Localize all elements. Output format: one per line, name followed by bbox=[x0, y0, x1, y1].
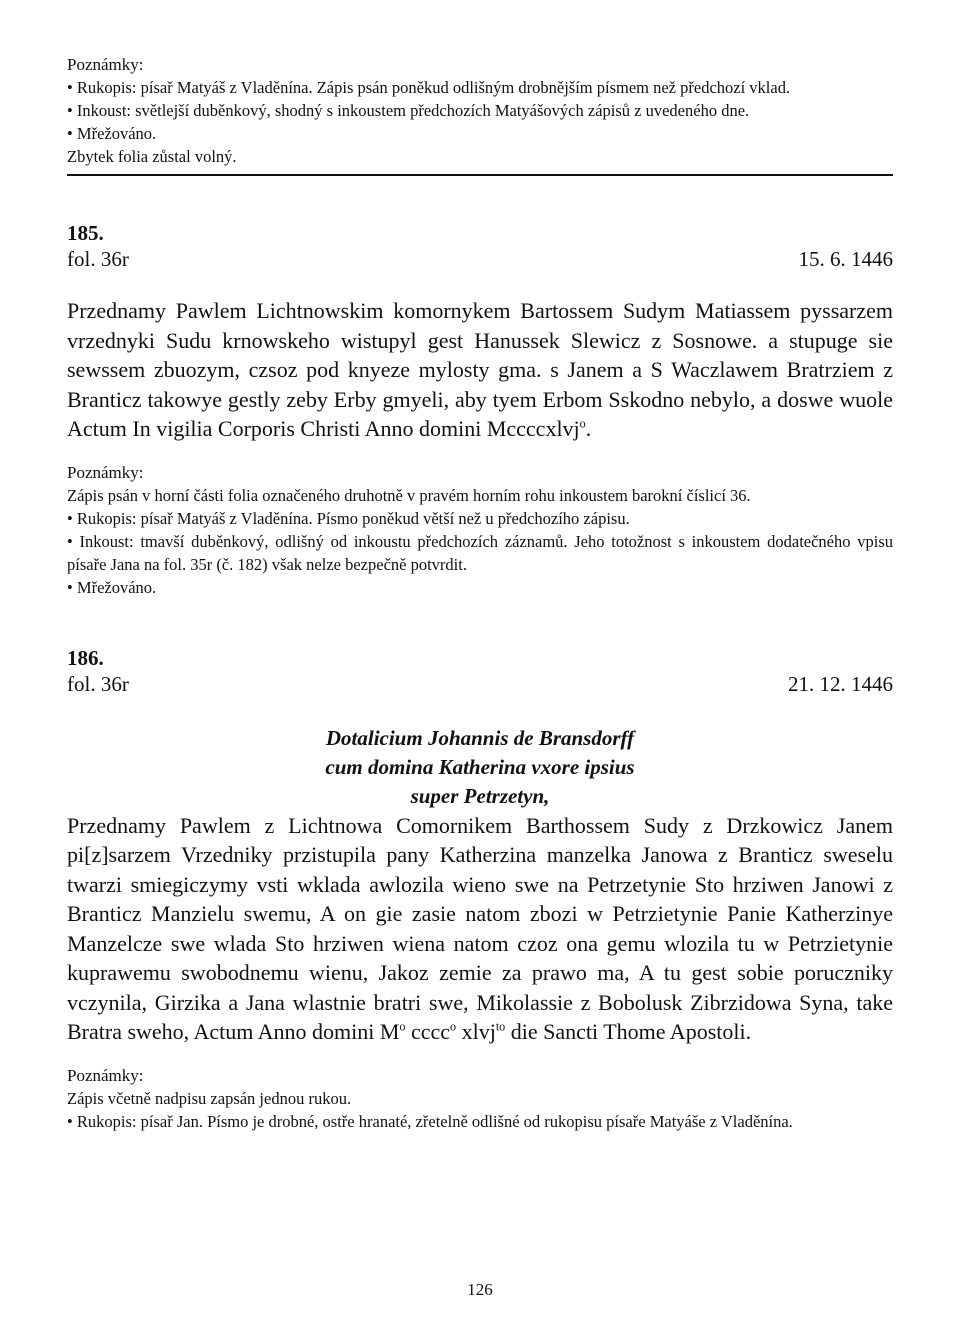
notes-label: Poznámky: bbox=[67, 462, 144, 482]
note-line: • Mřežováno. bbox=[67, 124, 157, 143]
transcription-text: xlvj bbox=[456, 1019, 496, 1044]
note-line: • Rukopis: písař Matyáš z Vladěnína. Písmo poněkud větší než u předchozího zápisu. bbox=[67, 508, 630, 528]
heading-line: super Petrzetyn, bbox=[410, 783, 550, 808]
folio-ref: fol. 36r bbox=[67, 671, 129, 696]
section-divider bbox=[67, 174, 893, 176]
folio-ref: fol. 36r bbox=[67, 247, 129, 271]
entry-186 bbox=[67, 645, 893, 1133]
entry-number: 186. bbox=[67, 645, 104, 670]
previous-entry-notes bbox=[67, 54, 893, 176]
page-number: 126 bbox=[467, 1280, 493, 1299]
entry-number: 185. bbox=[67, 221, 104, 245]
entry-notes bbox=[67, 1065, 893, 1133]
transcription-text: die Sancti Thome Apostoli. bbox=[505, 1019, 752, 1044]
notes-label: Poznámky: bbox=[67, 55, 144, 74]
entry-transcription bbox=[67, 296, 893, 444]
entry-notes bbox=[67, 462, 893, 599]
superscript: o bbox=[579, 416, 586, 431]
note-line: • Inkoust: tmavší duběnkový, odlišný od inkoustu předchozích záznamů. Jeho totožnost s inkoustem dodatečného vpisu písaře Jana na fol. 35r (č. 182) však nelze bezpečně potvrdit. bbox=[67, 531, 893, 574]
note-line: Zbytek folia zůstal volný. bbox=[67, 147, 237, 166]
transcription-text: Przednamy Pawlem z Lichtnowa Comornikem Barthossem Sudy z Drzkowicz Janem pi[z]sarzem Vrzedniky przistupila pany Katherzina manzelka Janowa z Branticz sweselu twarzi smiegiczymy vsti wklada awlozila wieno swe na Petrzetynie Sto hrziwen Janowi z Branticz Manzielu swemu, A on gie zasie natom zbozi w Petrzietynie Panie Katherzinye Manzelcze swe wlada Sto hrziwen wiena natom czoz ona gemu wlozila tu w Petrzietynie kuprawemu swobodnemu wienu, Jakoz zemie za prawo ma, A tu gest sobie poruczniky vczynila, Girzika a Jana wlastnie bratri swe, Mikolassie z Bobolusk Zibrzidowa Syna, take Bratra sweho, Actum Anno domini M bbox=[67, 812, 893, 1044]
entry-date: 21. 12. 1446 bbox=[788, 671, 893, 696]
heading-line: cum domina Katherina vxore ipsius bbox=[325, 754, 635, 779]
note-line: Zápis včetně nadpisu zapsán jednou rukou. bbox=[67, 1088, 352, 1108]
heading-line: Dotalicium Johannis de Bransdorff bbox=[325, 725, 635, 750]
folio-date-line bbox=[67, 671, 893, 697]
transcription-end: . bbox=[585, 416, 592, 441]
entry-185 bbox=[67, 220, 893, 599]
note-line: • Mřežováno. bbox=[67, 577, 157, 597]
note-line: • Rukopis: písař Matyáš z Vladěnína. Zápis psán poněkud odlišným drobnějším písmem než předchozí vklad. bbox=[67, 78, 791, 97]
entry-transcription bbox=[67, 811, 893, 1047]
superscript: o bbox=[450, 1019, 457, 1034]
notes-label: Poznámky: bbox=[67, 1065, 144, 1085]
note-line: • Rukopis: písař Jan. Písmo je drobné, ostře hranaté, zřetelně odlišné od rukopisu písaře Matyáše z Vladěnína. bbox=[67, 1111, 793, 1131]
superscript: to bbox=[495, 1019, 506, 1034]
transcription-text: Przednamy Pawlem Lichtnowskim komornykem Bartossem Sudym Matiassem pyssarzem vrzednyki Sudu krnowskeho wistupyl gest Hanussek Slewicz z Sosnowe. a stupuge sie sewssem zbuozym, czsoz pod knyeze mylosty gma. s Janem a S Waczlawem Bratrziem z Branticz takowye gestly zeby Erby gmyeli, aby tyem Erbom Sskodno nebylo, a doswe wuole Actum In vigilia Corporis Christi Anno domini Mccccxlvj bbox=[67, 298, 893, 441]
entry-heading bbox=[67, 724, 893, 811]
page-content bbox=[67, 54, 893, 1133]
note-line: • Inkoust: světlejší duběnkový, shodný s inkoustem předchozích Matyášových zápisů z uvedeného dne. bbox=[67, 101, 750, 120]
superscript: o bbox=[399, 1019, 406, 1034]
note-line: Zápis psán v horní části folia označeného druhotně v pravém horním rohu inkoustem barokní číslicí 36. bbox=[67, 485, 751, 505]
entry-date: 15. 6. 1446 bbox=[798, 247, 893, 271]
folio-date-line bbox=[67, 246, 893, 272]
transcription-text: cccc bbox=[405, 1019, 451, 1044]
